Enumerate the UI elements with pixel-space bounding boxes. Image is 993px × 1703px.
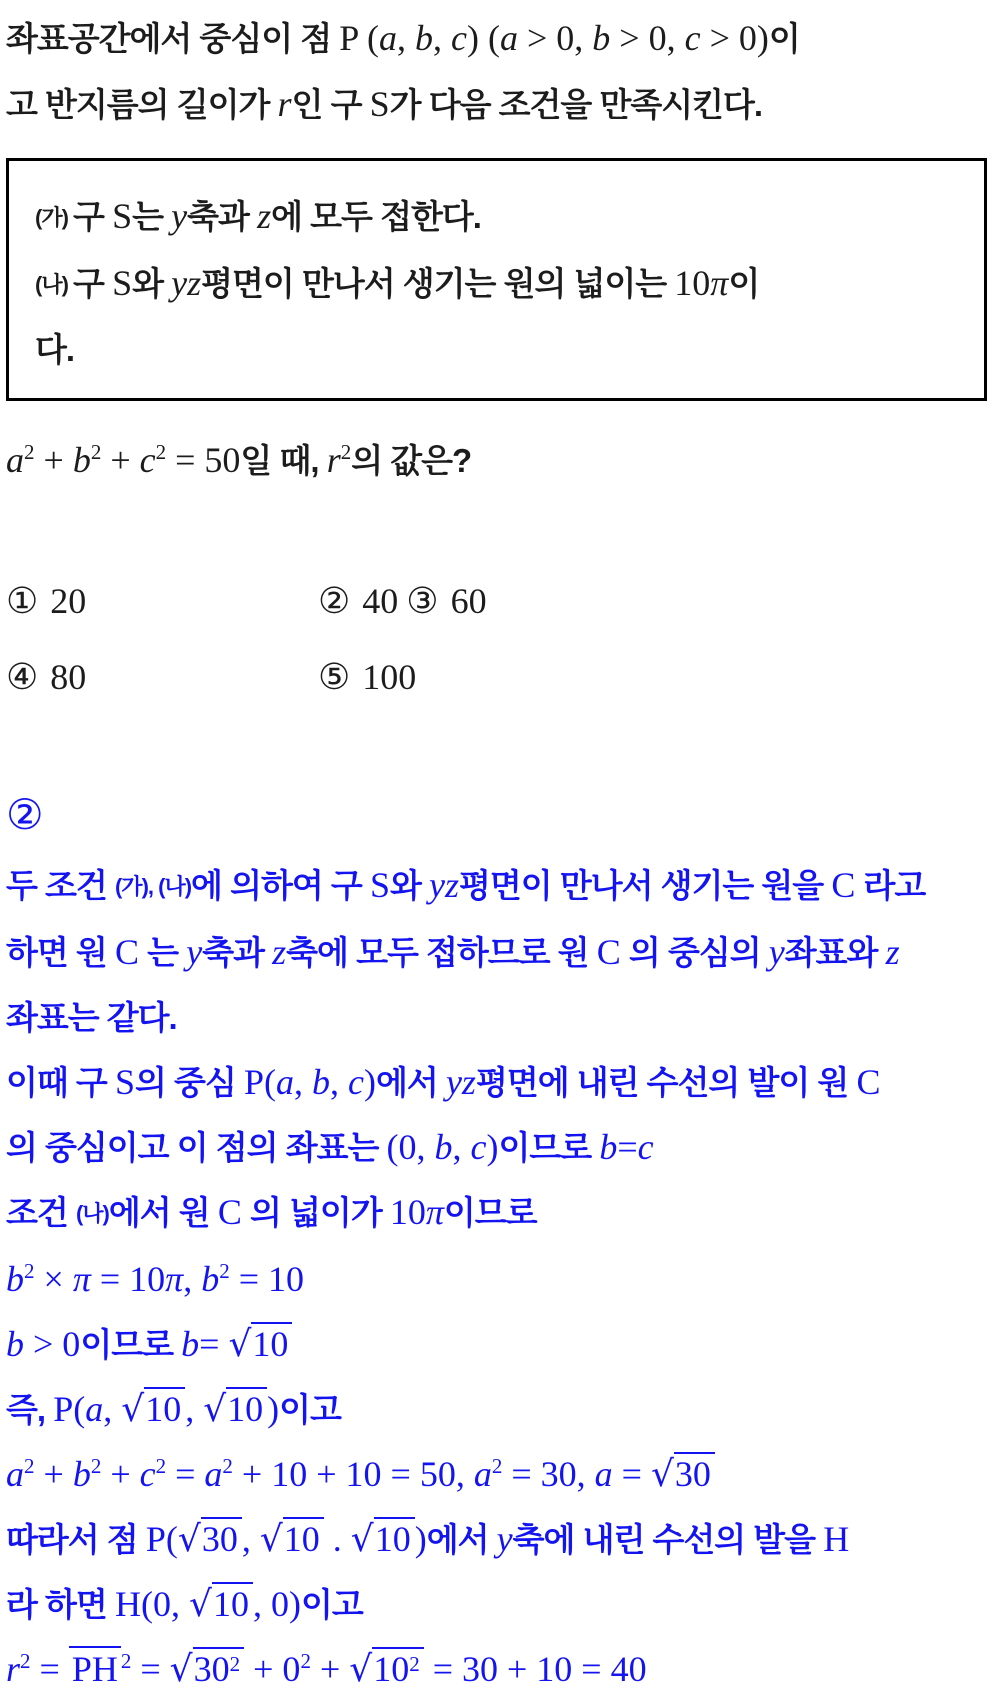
solution-line-6: 조건 (나)에서 원 C 의 넓이가 10π이므로 bbox=[6, 1192, 537, 1232]
problem-line-1: 좌표공간에서 중심이 점 P (a, b, c) (a > 0, b > 0, c > 0)이 bbox=[6, 18, 800, 58]
condition-na: (나) 구 S와 yz평면이 만나서 생기는 원의 넓이는 10π이 bbox=[35, 263, 760, 303]
choice-1 bbox=[6, 581, 86, 621]
solution-line-13: $r^2$ = PH $^2 = √30^2 + 0^2 + √10^2 = 30 + 10 = 40$ bbox=[6, 1638, 987, 1703]
condition-ga: (가) 구 S는 y축과 z에 모두 접한다. bbox=[35, 196, 481, 236]
choice-1-number: ① bbox=[6, 581, 39, 621]
choice-3-number: ③ bbox=[406, 581, 439, 621]
solution-line-4: 이때 구 S의 중심 P(a, b, c)에서 yz평면에 내린 수선의 발이 원 C bbox=[6, 1062, 881, 1102]
solution-line-5: 의 중심이고 이 점의 좌표는 (0, b, c)이므로 b=c bbox=[6, 1127, 654, 1167]
question-line: $a^2 + b^2 + c^2 = 50$일 때, $r^2$의 값은? bbox=[6, 439, 472, 480]
problem-statement bbox=[6, 6, 987, 138]
solution-line-12: 라 하면 H(0, √10 , 0)이고 bbox=[6, 1584, 363, 1625]
choice-cell-3 bbox=[6, 646, 318, 708]
choice-3 bbox=[406, 581, 486, 621]
choice-cell-1 bbox=[6, 570, 318, 632]
problem-line-2: 고 반지름의 길이가 r인 구 S가 다음 조건을 만족시킨다. bbox=[6, 84, 763, 124]
solution-line-7: $b^2 \times \pi = 10\pi$, $b^2 = 10$ bbox=[6, 1258, 305, 1299]
solution-body bbox=[6, 854, 987, 1703]
solution-line-2: 하면 원 C 는 y축과 z축에 모두 접하므로 원 C 의 중심의 y좌표와 z bbox=[6, 932, 900, 972]
choice-2-number: ② bbox=[318, 581, 351, 621]
solution-line-1: 두 조건 (가), (나)에 의하여 구 S와 yz평면이 만나서 생기는 원을 C 라고 bbox=[6, 865, 926, 905]
choice-4-value: 80 bbox=[50, 657, 87, 697]
solution-line-10: $a^2 + b^2 + c^2 = a^2 + 10 + 10 = 50$, $a^2 = 30$, a = √30 bbox=[6, 1443, 987, 1508]
choice-5-number: ⑤ bbox=[318, 657, 351, 697]
choice-1-value: 20 bbox=[50, 581, 87, 621]
choice-4 bbox=[6, 657, 86, 697]
solution-section bbox=[6, 792, 987, 1703]
answer-choices bbox=[6, 570, 987, 708]
choice-cell-4 bbox=[318, 646, 987, 708]
choice-5 bbox=[318, 657, 416, 697]
choice-3-value: 60 bbox=[450, 581, 487, 621]
condition-box bbox=[6, 158, 987, 401]
choice-4-number: ④ bbox=[6, 657, 39, 697]
condition-na-wrap: 다. bbox=[35, 331, 75, 368]
solution-line-8: b > 0이므로 b= √10 bbox=[6, 1313, 987, 1378]
choice-2 bbox=[318, 581, 398, 621]
correct-answer-mark: ② bbox=[6, 793, 44, 839]
choice-cell-2 bbox=[318, 570, 987, 632]
solution-line-3: 좌표는 같다. bbox=[6, 999, 177, 1036]
choice-5-value: 100 bbox=[362, 657, 417, 697]
choice-2-value: 40 bbox=[362, 581, 399, 621]
solution-line-9: 즉, P(a, √10 , √10 )이고 bbox=[6, 1389, 341, 1430]
solution-line-11: 따라서 점 P(√30 , √10 . √10 )에서 y축에 내린 수선의 발을 H bbox=[6, 1519, 850, 1560]
